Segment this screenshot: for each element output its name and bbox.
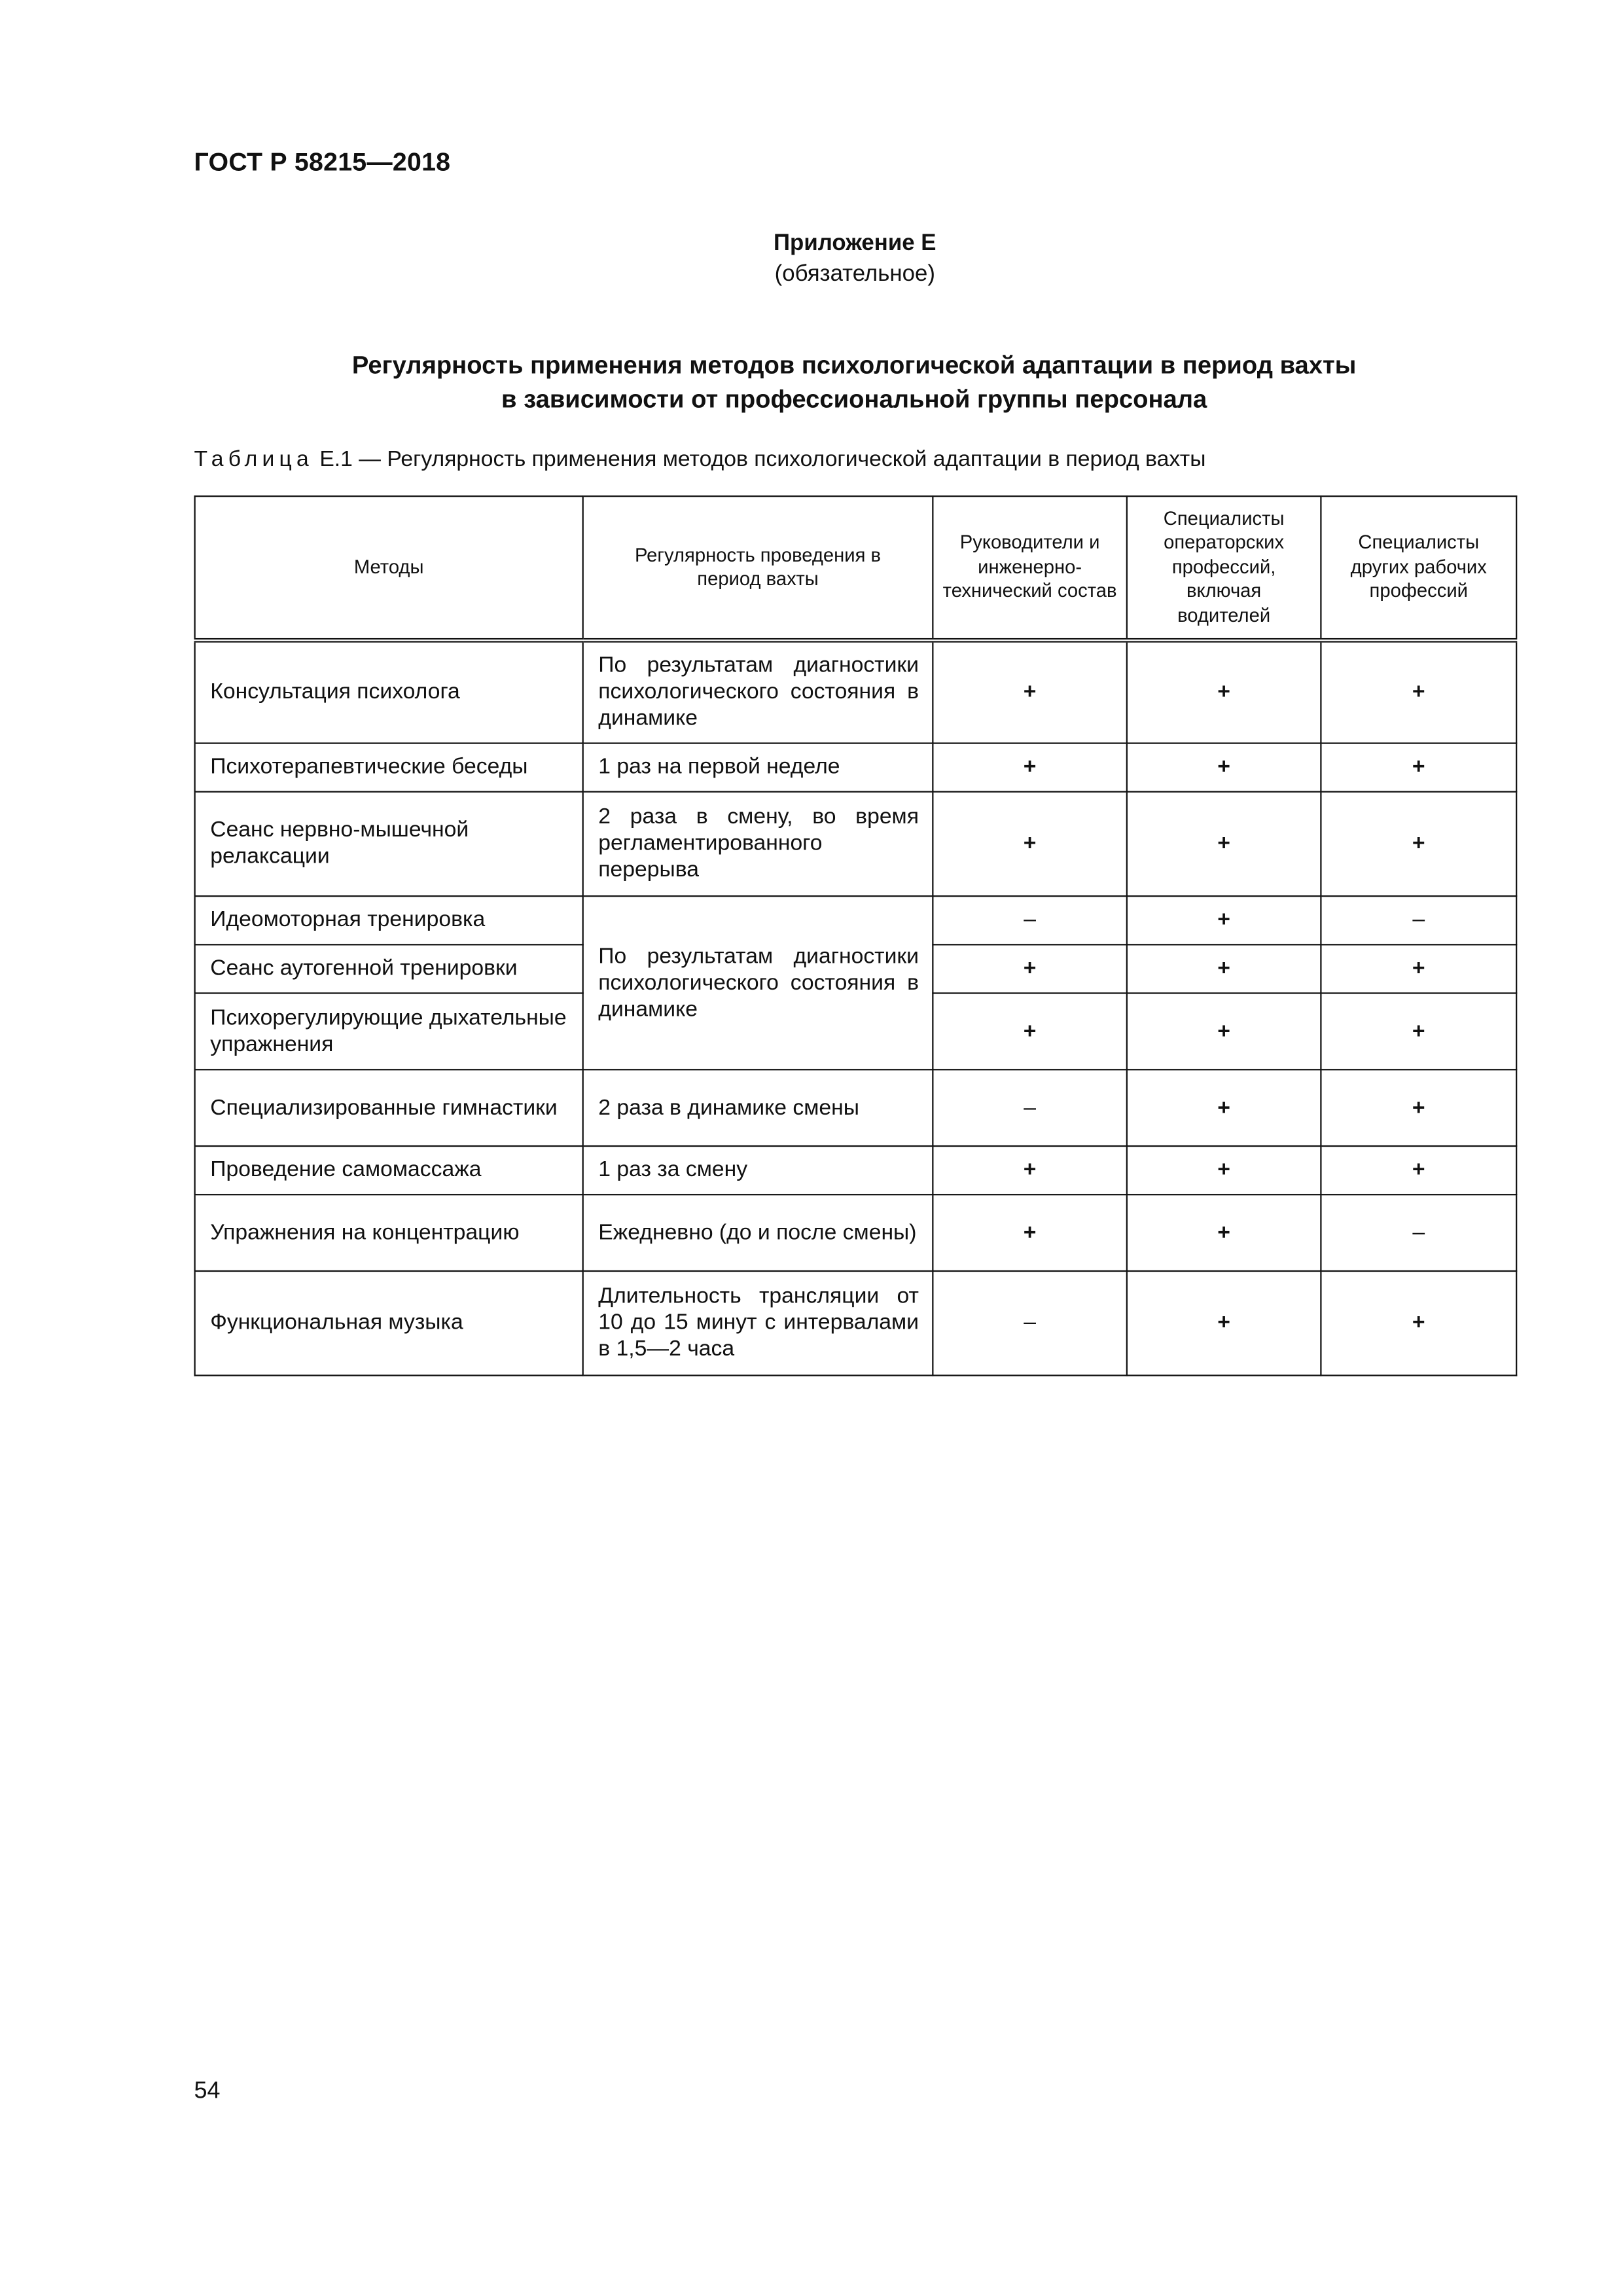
table-row bbox=[195, 896, 1517, 944]
managers-mark: + bbox=[933, 993, 1127, 1069]
table-caption-label: Таблица bbox=[194, 446, 313, 473]
table-row bbox=[195, 1146, 1517, 1194]
table-row bbox=[195, 640, 1517, 743]
table-caption bbox=[194, 446, 1206, 475]
table-row bbox=[195, 1271, 1517, 1375]
workers-mark: – bbox=[1321, 1194, 1516, 1271]
operators-mark: + bbox=[1127, 640, 1321, 743]
regularity-cell-merged: По результатам диагностики психологического состояния в динамике bbox=[583, 896, 933, 1069]
workers-mark: + bbox=[1321, 640, 1516, 743]
managers-mark: – bbox=[933, 1069, 1127, 1146]
method-cell: Психорегулирующие дыхательные упражнения bbox=[195, 993, 583, 1069]
header-managers: Руководители и инженерно-технический состав bbox=[933, 496, 1127, 640]
workers-mark: + bbox=[1321, 1146, 1516, 1194]
operators-mark: + bbox=[1127, 1271, 1321, 1375]
page-number: 54 bbox=[194, 2079, 221, 2104]
method-cell: Упражнения на концентрацию bbox=[195, 1194, 583, 1271]
regularity-cell: 1 раз за смену bbox=[583, 1146, 933, 1194]
method-cell: Сеанс нервно-мышечной релаксации bbox=[195, 792, 583, 896]
regularity-cell: 1 раз на первой неделе bbox=[583, 744, 933, 792]
appendix-title: Приложение Е bbox=[774, 230, 936, 256]
method-cell: Специализированные гимнастики bbox=[195, 1069, 583, 1146]
section-title-line-2: в зависимости от профессиональной группы персонала bbox=[501, 385, 1207, 414]
managers-mark: + bbox=[933, 944, 1127, 993]
managers-mark: – bbox=[933, 896, 1127, 944]
operators-mark: + bbox=[1127, 896, 1321, 944]
workers-mark: – bbox=[1321, 896, 1516, 944]
workers-mark: + bbox=[1321, 944, 1516, 993]
document-code: ГОСТ Р 58215—2018 bbox=[194, 147, 451, 177]
workers-mark: + bbox=[1321, 744, 1516, 792]
header-regularity: Регулярность проведения в период вахты bbox=[583, 496, 933, 640]
header-methods: Методы bbox=[195, 496, 583, 640]
regularity-cell: Ежедневно (до и после смены) bbox=[583, 1194, 933, 1271]
regularity-cell: 2 раза в динамике смены bbox=[583, 1069, 933, 1146]
workers-mark: + bbox=[1321, 792, 1516, 896]
regularity-cell: По результатам диагностики психологического состояния в динамике bbox=[583, 640, 933, 743]
managers-mark: + bbox=[933, 792, 1127, 896]
regularity-cell: Длительность трансляции от 10 до 15 минут с интервалами в 1,5—2 часа bbox=[583, 1271, 933, 1375]
methods-table bbox=[194, 495, 1518, 1376]
method-cell: Функциональная музыка bbox=[195, 1271, 583, 1375]
operators-mark: + bbox=[1127, 993, 1321, 1069]
operators-mark: + bbox=[1127, 1194, 1321, 1271]
managers-mark: + bbox=[933, 640, 1127, 743]
appendix-type: (обязательное) bbox=[774, 261, 935, 287]
table-caption-text: Е.1 — Регулярность применения методов психологической адаптации в период вахты bbox=[313, 446, 1206, 473]
managers-mark: + bbox=[933, 1194, 1127, 1271]
managers-mark: + bbox=[933, 1146, 1127, 1194]
header-other-workers: Специалисты других рабочих профессий bbox=[1321, 496, 1516, 640]
operators-mark: + bbox=[1127, 1146, 1321, 1194]
header-operators: Специалисты операторских профессий, включая водителей bbox=[1127, 496, 1321, 640]
table-row bbox=[195, 792, 1517, 896]
operators-mark: + bbox=[1127, 744, 1321, 792]
regularity-cell: 2 раза в смену, во время регламентированного перерыва bbox=[583, 792, 933, 896]
workers-mark: + bbox=[1321, 1069, 1516, 1146]
method-cell: Консультация психолога bbox=[195, 640, 583, 743]
method-cell: Проведение самомассажа bbox=[195, 1146, 583, 1194]
workers-mark: + bbox=[1321, 993, 1516, 1069]
operators-mark: + bbox=[1127, 792, 1321, 896]
table-row bbox=[195, 1069, 1517, 1146]
method-cell: Сеанс аутогенной тренировки bbox=[195, 944, 583, 993]
operators-mark: + bbox=[1127, 1069, 1321, 1146]
managers-mark: + bbox=[933, 744, 1127, 792]
table-row bbox=[195, 744, 1517, 792]
managers-mark: – bbox=[933, 1271, 1127, 1375]
workers-mark: + bbox=[1321, 1271, 1516, 1375]
operators-mark: + bbox=[1127, 944, 1321, 993]
table-row bbox=[195, 1194, 1517, 1271]
method-cell: Психотерапевтические беседы bbox=[195, 744, 583, 792]
table-header-row bbox=[195, 496, 1517, 640]
section-title-line-1: Регулярность применения методов психологической адаптации в период вахты bbox=[351, 351, 1357, 380]
method-cell: Идеомоторная тренировка bbox=[195, 896, 583, 944]
